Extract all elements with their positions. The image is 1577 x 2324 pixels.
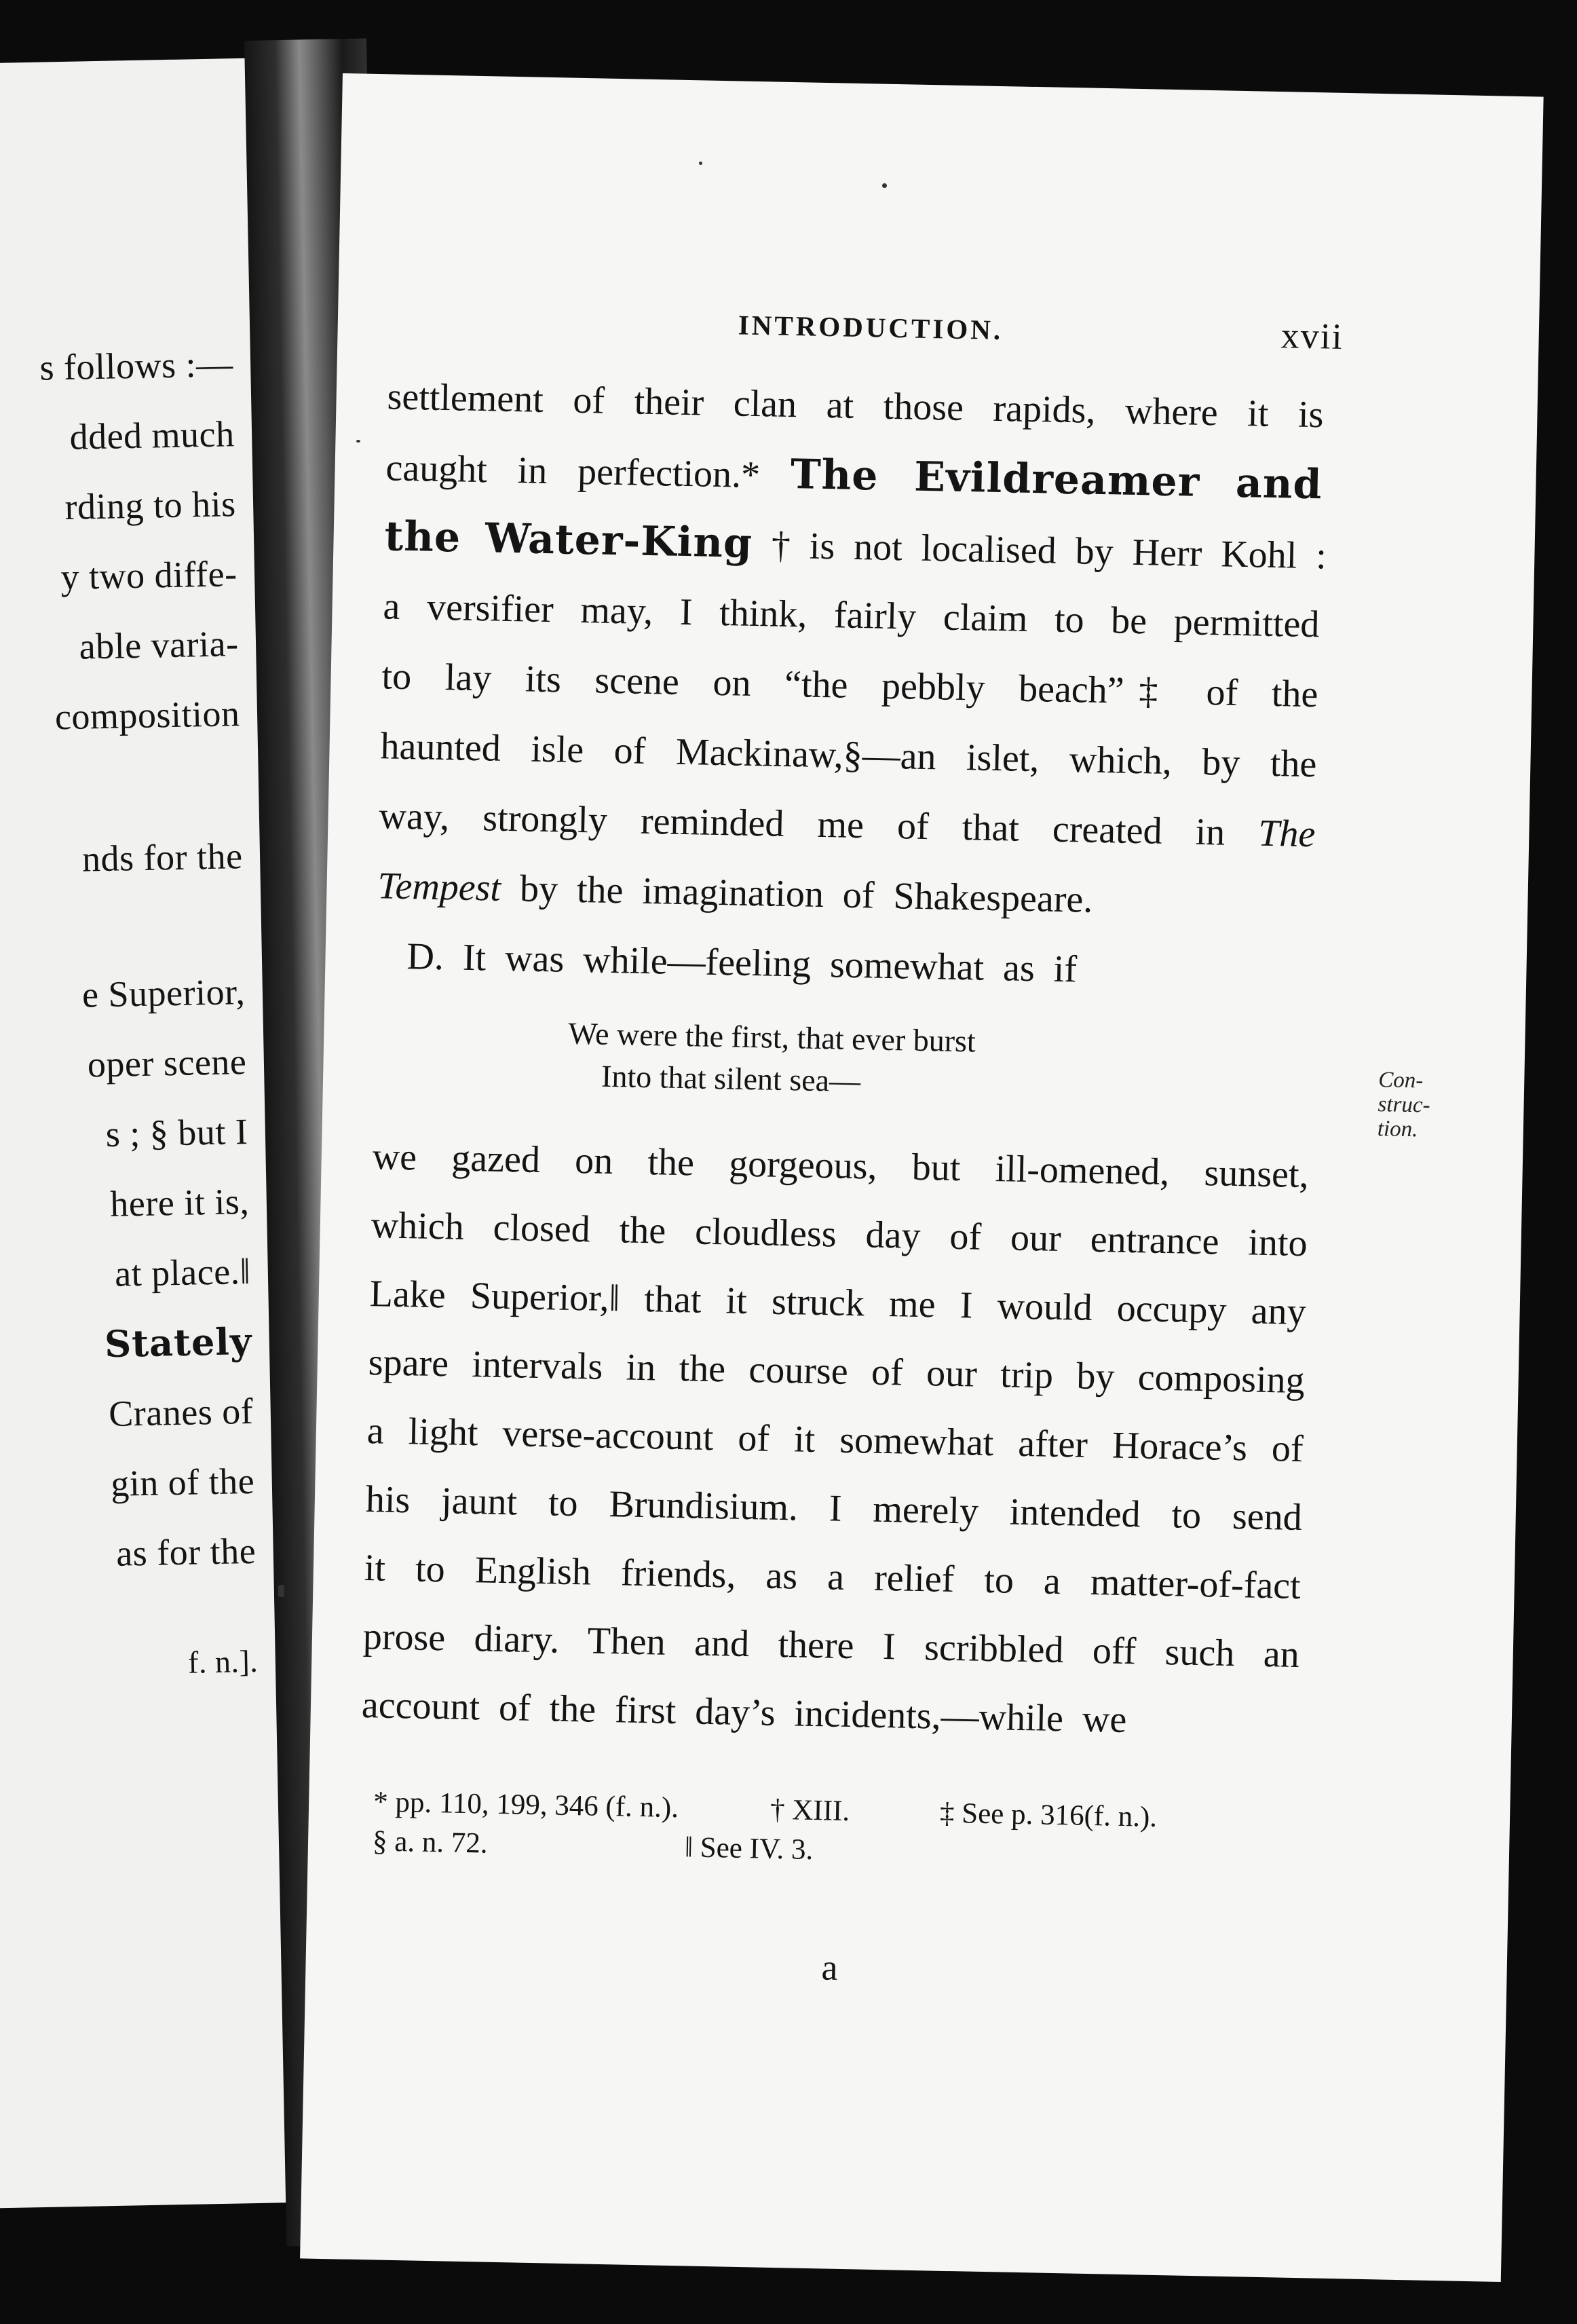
left-line: at place.‖ xyxy=(114,1250,251,1294)
text-line: it to English friends, as a relief to a matter-of-fact xyxy=(364,1547,1302,1608)
left-line: y two diffe- xyxy=(60,553,238,598)
left-line: s follows :— xyxy=(39,343,234,388)
text-line: spare intervals in the course of our trip by composing xyxy=(368,1341,1306,1402)
left-line: oper scene xyxy=(87,1041,247,1085)
verse-line: We were the first, that ever burst xyxy=(567,1015,976,1059)
story-title: the Water-King xyxy=(383,512,753,567)
text-line: caught in perfection.* The Evildreamer and xyxy=(385,447,1323,509)
footnote: § a. n. 72. xyxy=(372,1825,489,1860)
running-head: INTRODUCTION. xyxy=(738,309,1004,346)
left-line-blackletter: Stately xyxy=(104,1319,252,1366)
signature-mark: a xyxy=(821,1947,839,1988)
text-line: the Water-King † is not localised by Herr Kohl : xyxy=(383,512,1327,578)
page-number: xvii xyxy=(1280,315,1344,357)
footnote: † XIII. xyxy=(770,1793,850,1828)
text-line: his jaunt to Brundisium. I merely intended to send xyxy=(365,1478,1303,1539)
text-line: Tempest by the imagination of Shakespeare. xyxy=(377,865,1093,921)
verse-line: Into that silent sea— xyxy=(601,1058,861,1099)
text-line: D. It was while—feeling somewhat as if xyxy=(406,935,1078,991)
story-title: The Evildreamer and xyxy=(790,451,1323,509)
footnote: ‡ See p. 316(f. n.). xyxy=(939,1797,1158,1833)
footnote: ‖ See IV. 3. xyxy=(684,1831,814,1867)
left-line: dded much xyxy=(69,413,235,457)
scan-speck xyxy=(699,162,702,165)
left-line: gin of the xyxy=(110,1460,255,1504)
left-line: e Superior, xyxy=(81,971,246,1015)
right-page xyxy=(300,73,1544,2282)
scan-speck xyxy=(356,440,360,443)
text-line: to lay its scene on “the pebbly beach”‡ of the xyxy=(381,655,1318,716)
left-line: composition xyxy=(54,693,241,738)
left-line: s ; § but I xyxy=(105,1110,248,1155)
scan-speck xyxy=(882,183,887,188)
left-line: rding to his xyxy=(64,483,237,527)
text-line: which closed the cloudless day of our entrance into xyxy=(370,1204,1308,1265)
text-line: a light verse-account of it somewhat after Horace’s of xyxy=(366,1410,1304,1471)
left-line: able varia- xyxy=(79,623,240,667)
footnote: * pp. 110, 199, 346 (f. n.). xyxy=(373,1786,679,1824)
text-line: prose diary. Then and there I scribbled off such an xyxy=(362,1615,1300,1676)
left-line: as for the xyxy=(115,1530,256,1574)
left-line: Cranes of xyxy=(108,1390,254,1434)
left-line: f. n.]. xyxy=(187,1643,259,1680)
text-line: settlement of their clan at those rapids, where it is xyxy=(387,375,1325,436)
text-line: haunted isle of Mackinaw,§—an islet, which, by the xyxy=(380,725,1317,786)
text-line: we gazed on the gorgeous, but ill-omened, sunset, xyxy=(372,1136,1310,1197)
scan-speck xyxy=(278,1585,284,1597)
text-line: way, strongly reminded me of that created in The xyxy=(379,795,1316,856)
text-line: account of the first day’s incidents,—while we xyxy=(361,1684,1127,1742)
text-line: Lake Superior,‖ that it struck me I would occupy any xyxy=(369,1273,1307,1334)
text-line: a versifier may, I think, fairly claim to be permitted xyxy=(383,585,1320,646)
left-line: here it is, xyxy=(109,1180,250,1224)
left-line: nds for the xyxy=(81,836,244,880)
side-note: Con- struc- tion. xyxy=(1377,1068,1430,1142)
